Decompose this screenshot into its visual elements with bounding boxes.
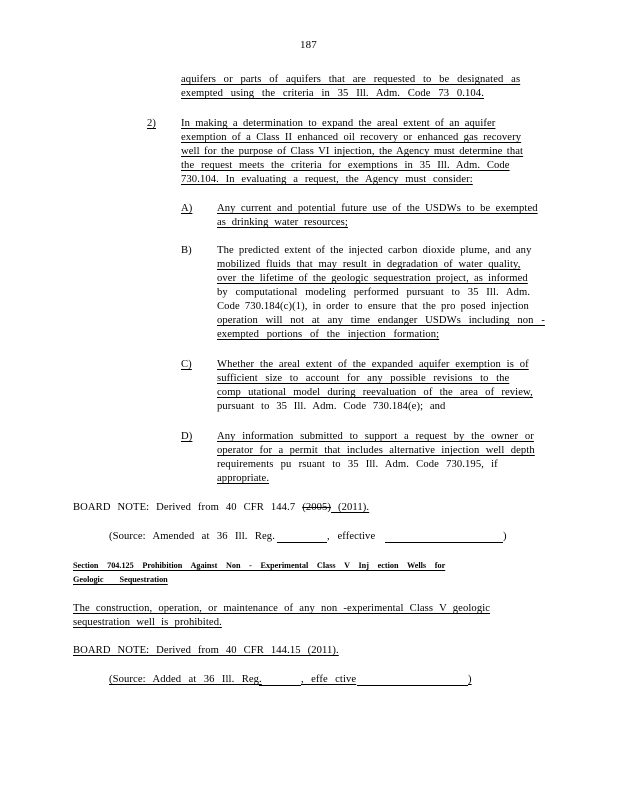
board-note-1	[73, 501, 369, 515]
sub-c-marker: C)	[181, 359, 192, 370]
sub-d-line-3: requirements pu rsuant to 35 Ill. Adm. Code 730.195, if	[217, 459, 498, 470]
sub-b-line-6: operation will not at any time endanger USDWs including non -	[217, 315, 545, 326]
sub-a-line-2: as drinking water resources;	[217, 217, 348, 228]
sub-d-line-2: operator for a permit that includes alternative injection well depth	[217, 445, 535, 456]
body-line-1: The construction, operation, or maintenance of any non -experimental Class V geologic	[73, 603, 491, 614]
board-note-1-new-year: (2011).	[331, 502, 370, 513]
intro-line-1: aquifers or parts of aquifers that are requested to be designated as	[181, 74, 521, 85]
sub-a-line-1: Any current and potential future use of the USDWs to be exempted	[217, 203, 538, 214]
section-heading-line-1: Section 704.125 Prohibition Against Non - Experimental Class V Inj ection Wells for	[73, 561, 446, 570]
sub-b-line-3: over the lifetime of the geologic sequestration project, as informed	[217, 273, 528, 284]
sub-b-marker: B)	[181, 245, 192, 256]
sub-b-line-7: exempted portions of the injection formation;	[217, 329, 440, 340]
sub-c-line-3: comp utational model during reevaluation of the area of review,	[217, 387, 533, 398]
sub-d-line-1: Any information submitted to support a request by the owner or	[217, 431, 534, 442]
item-2-line-3: well for the purpose of Class VI injection, the Agency must determine that	[181, 146, 524, 157]
item-2-line-4: the request meets the criteria for exemptions in 35 Ill. Adm. Code	[181, 160, 510, 171]
source-2-mid: , effe ctive	[301, 674, 357, 685]
sub-b-line-5: Code 730.184(c)(1), in order to ensure that the pro posed injection	[217, 301, 529, 312]
source-1-date-blank	[385, 542, 503, 543]
source-1-mid: , effective	[327, 531, 376, 542]
sub-d-line-4: appropriate.	[217, 473, 270, 484]
source-2-close: )	[468, 674, 472, 685]
body-line-2: sequestration well is prohibited.	[73, 617, 222, 628]
sub-c-line-2: sufficient size to account for any possible revisions to the	[217, 373, 510, 384]
sub-d-marker: D)	[181, 431, 193, 442]
sub-b-line-2: mobilized fluids that may result in degradation of water quality,	[217, 259, 521, 270]
item-2-line-2: exemption of a Class II enhanced oil recovery or enhanced gas recovery	[181, 132, 522, 143]
sub-b-line-1: The predicted extent of the injected carbon dioxide plume, and any	[217, 245, 532, 256]
source-1-close: )	[503, 531, 507, 542]
source-1-open: (Source: Amended at 36 Ill. Reg.	[109, 531, 275, 542]
item-2-line-1: In making a determination to expand the areal extent of an aquifer	[181, 118, 496, 129]
source-2-date-blank	[357, 685, 468, 686]
sub-c-line-4: pursuant to 35 Ill. Adm. Code 730.184(e); and	[217, 401, 446, 412]
source-1-reg-blank	[277, 542, 327, 543]
intro-line-2: exempted using the criteria in 35 Ill. Adm. Code 73 0.104.	[181, 88, 484, 99]
sub-b-line-4: by computational modeling performed pursuant to 35 Ill. Adm.	[217, 287, 531, 298]
sub-a-marker: A)	[181, 203, 193, 214]
page-number: 187	[300, 39, 317, 51]
section-heading-line-2: Geologic Sequestration	[73, 575, 168, 584]
board-note-1-deleted-year: (2005)	[302, 502, 332, 513]
source-2-open: (Source: Added at 36 Ill. Reg.	[109, 674, 262, 685]
sub-c-line-1: Whether the areal extent of the expanded aquifer exemption is of	[217, 359, 529, 370]
board-note-1-prefix: BOARD NOTE: Derived from 40 CFR 144.7	[73, 502, 303, 513]
source-2-reg-blank	[259, 685, 301, 686]
item-2-line-5: 730.104. In evaluating a request, the Agency must consider:	[181, 174, 473, 185]
item-2-marker: 2)	[147, 118, 157, 129]
board-note-2: BOARD NOTE: Derived from 40 CFR 144.15 (2011).	[73, 645, 339, 656]
